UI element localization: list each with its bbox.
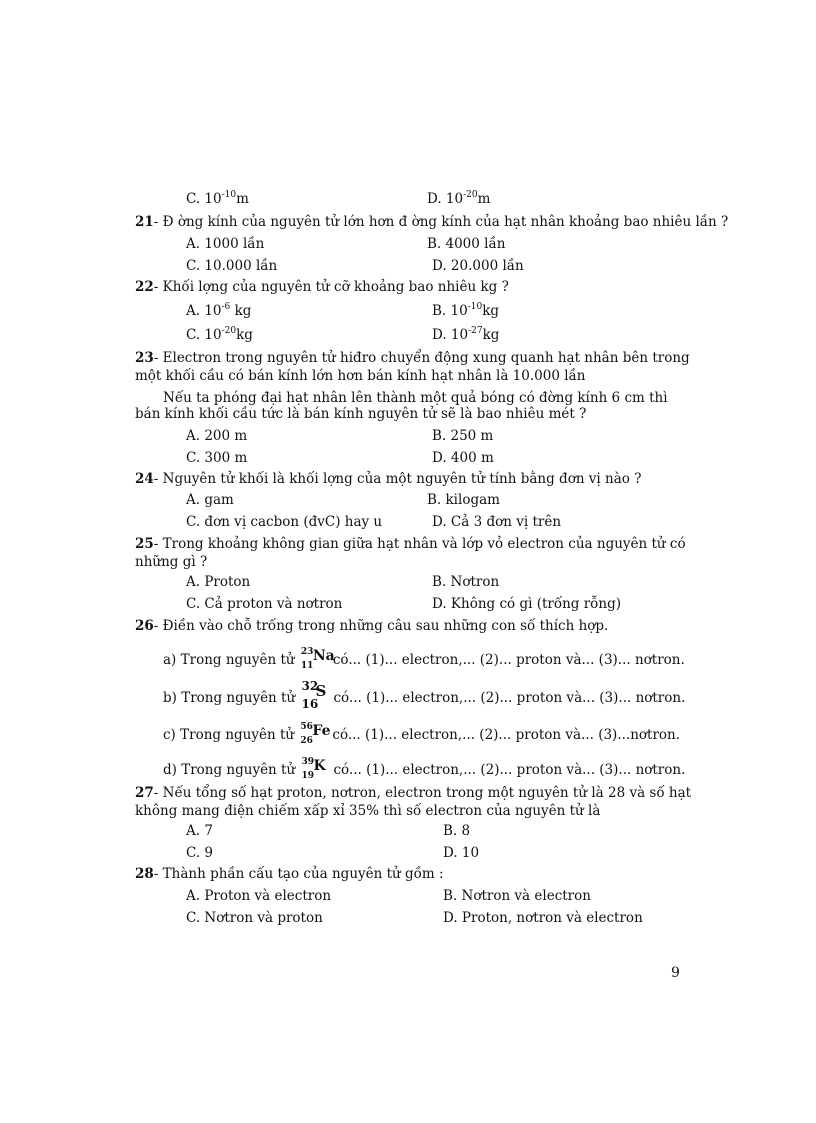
q22-option-c: C. $10^{-20}kg$ bbox=[186, 325, 253, 343]
q27-option-a: A. 7 bbox=[186, 823, 213, 839]
q27-option-c: C. 9 bbox=[186, 845, 214, 861]
q26-item-a: a) Trong nguyên tử 23 11 Na có... (1)... electron,... (2)... proton và... (3)... nơtron. bbox=[163, 647, 685, 671]
q22-option-d: D. $10^{-27}kg$ bbox=[432, 325, 500, 343]
q21-question: 21- Đ ờng kính của nguyên tử lớn hơn đ ờng kính của hạt nhân khoảng bao nhiêu lần ? bbox=[135, 214, 729, 230]
question-number: 23 bbox=[135, 350, 154, 366]
q28-option-b: B. Nơtron và electron bbox=[443, 888, 591, 904]
q23-option-d: D. 400 m bbox=[432, 450, 494, 466]
q26-item-c: c) Trong nguyên tử 56 26 Fe có... (1)... electron,... (2)... proton và... (3)...nơtron. bbox=[163, 722, 681, 746]
q25-option-c: C. Cả proton và nơtron bbox=[186, 596, 343, 612]
isotope-symbol: 23 11 Na bbox=[300, 647, 335, 671]
question-number: 26 bbox=[135, 618, 154, 634]
q25-option-d: D. Không có gì (trống rỗng) bbox=[432, 596, 622, 612]
q28-option-a: A. Proton và electron bbox=[186, 888, 332, 904]
q23-question-line3: Nếu ta phóng đại hạt nhân lên thành một quả bóng có đờng kính 6 cm thì bbox=[163, 390, 668, 406]
q26-item-b: b) Trong nguyên tử 32 16 S có... (1)... electron,... (2)... proton và... (3)... nơtron. bbox=[163, 679, 686, 711]
q25-question-line2: những gì ? bbox=[135, 554, 208, 570]
q20-option-c: C. $10^{-10}m$ bbox=[186, 189, 249, 207]
q26-question: 26- Điền vào chỗ trống trong những câu sau những con số thích hợp. bbox=[135, 618, 609, 634]
isotope-symbol: 39 19 K bbox=[301, 757, 326, 781]
q21-option-a: A. 1000 lần bbox=[186, 236, 265, 252]
q28-option-d: D. Proton, nơtron và electron bbox=[443, 910, 643, 926]
q21-option-d: D. 20.000 lần bbox=[432, 258, 524, 274]
q23-option-a: A. 200 m bbox=[186, 428, 248, 444]
q26-item-d: d) Trong nguyên tử 39 19 K có... (1)... electron,... (2)... proton và... (3)... nơtron. bbox=[163, 757, 686, 781]
q22-question: 22- Khối lợng của nguyên tử cỡ khoảng bao nhiêu kg ? bbox=[135, 279, 509, 295]
q27-option-d: D. 10 bbox=[443, 845, 480, 861]
question-number: 25 bbox=[135, 536, 154, 552]
q24-question: 24- Nguyên tử khối là khối lợng của một nguyên tử tính bằng đơn vị nào ? bbox=[135, 471, 642, 487]
q27-question-line2: không mang điện chiếm xấp xỉ 35% thì số electron của nguyên tử là bbox=[135, 803, 601, 819]
q24-option-b: B. kilogam bbox=[427, 492, 500, 508]
q24-option-a: A. gam bbox=[186, 492, 234, 508]
q21-option-c: C. 10.000 lần bbox=[186, 258, 278, 274]
q23-question-line1: 23- Electron trong nguyên tử hiđro chuyển động xung quanh hạt nhân bên trong bbox=[135, 350, 690, 366]
q23-option-b: B. 250 m bbox=[432, 428, 494, 444]
q28-option-c: C. Nơtron và proton bbox=[186, 910, 323, 926]
q28-question: 28- Thành phần cấu tạo của nguyên tử gồm : bbox=[135, 866, 444, 882]
q22-option-a: A. $10^{-6}$ kg bbox=[186, 301, 252, 319]
q25-option-a: A. Proton bbox=[186, 574, 251, 590]
q27-question-line1: 27- Nếu tổng số hạt proton, nơtron, electron trong một nguyên tử là 28 và số hạt bbox=[135, 785, 692, 801]
question-number: 24 bbox=[135, 471, 154, 487]
question-number: 27 bbox=[135, 785, 154, 801]
q24-option-c: C. đơn vị cacbon (đvC) hay u bbox=[186, 514, 383, 530]
q25-option-b: B. Nơtron bbox=[432, 574, 500, 590]
question-number: 22 bbox=[135, 279, 154, 295]
q25-question-line1: 25- Trong khoảng không gian giữa hạt nhân và lớp vỏ electron của nguyên tử có bbox=[135, 536, 686, 552]
q27-option-b: B. 8 bbox=[443, 823, 471, 839]
q20-option-d: D. $10^{-20}m$ bbox=[427, 189, 491, 207]
isotope-symbol: 56 26 Fe bbox=[300, 722, 331, 746]
page-number: 9 bbox=[671, 965, 680, 981]
q24-option-d: D. Cả 3 đơn vị trên bbox=[432, 514, 562, 530]
q23-question-line4: bán kính khối cầu tức là bán kính nguyên tử sẽ là bao nhiêu mét ? bbox=[135, 406, 587, 422]
question-number: 21 bbox=[135, 214, 154, 230]
q23-option-c: C. 300 m bbox=[186, 450, 248, 466]
q22-option-b: B. $10^{-10}kg$ bbox=[432, 301, 500, 319]
isotope-symbol: 32 16 S bbox=[301, 679, 327, 711]
question-number: 28 bbox=[135, 866, 154, 882]
q23-question-line2: một khối cầu có bán kính lớn hơn bán kính hạt nhân là 10.000 lần bbox=[135, 368, 586, 384]
q21-option-b: B. 4000 lần bbox=[427, 236, 506, 252]
